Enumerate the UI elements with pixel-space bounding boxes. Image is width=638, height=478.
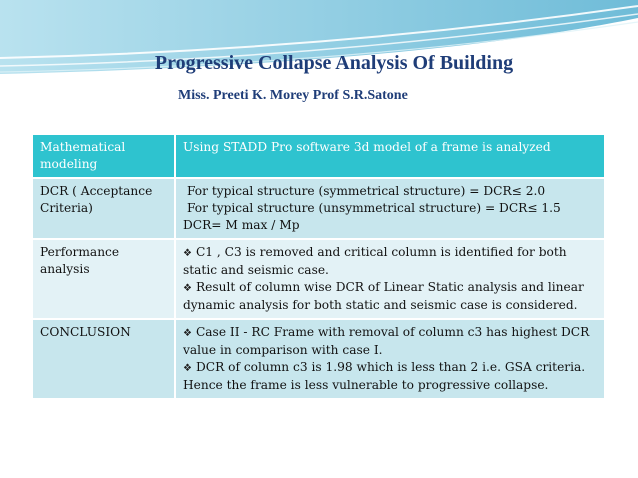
table-row [32,178,605,239]
content-table [31,133,606,400]
diamond-bullet-icon: ❖ [183,248,192,259]
diamond-bullet-icon: ❖ [183,283,192,294]
diamond-bullet-icon: ❖ [183,328,192,339]
row-content-dcr [175,178,605,239]
slide-authors: Miss. Preeti K. Morey Prof S.R.Satone [178,88,408,103]
row-content-conclusion [175,319,605,399]
content-line: DCR= M max / Mp [183,218,300,232]
table-row [32,239,605,319]
content-line: For typical structure (unsymmetrical structure) = DCR≤ 1.5 [187,201,561,215]
bullet-text: DCR of column c3 is 1.98 which is less than 2 i.e. GSA criteria. Hence the frame is less vulnerable to progressive collapse. [183,360,586,392]
bullet-item [183,324,598,359]
table-row [32,134,605,178]
bullet-item [183,359,598,394]
row-content-performance-analysis [175,239,605,319]
row-label-performance-analysis: Performance analysis [32,239,175,319]
bullet-text: Case II - RC Frame with removal of column c3 has highest DCR value in comparison with case I. [183,325,590,357]
bullet-text: Result of column wise DCR of Linear Static analysis and linear dynamic analysis for both static and seismic case is considered. [183,280,584,312]
row-label-dcr: DCR ( Acceptance Criteria) [32,178,175,239]
bullet-item [183,244,598,279]
row-label-conclusion: CONCLUSION [32,319,175,399]
row-content-mathematical-modeling [175,134,605,178]
diamond-bullet-icon: ❖ [183,363,192,374]
row-label-mathematical-modeling: Mathematical modeling [32,134,175,178]
table-row [32,319,605,399]
bullet-item [183,279,598,314]
content-line: For typical structure (symmetrical structure) = DCR≤ 2.0 [187,184,546,198]
header-swoosh-decoration [0,0,638,90]
bullet-text: C1 , C3 is removed and critical column is identified for both static and seismic case. [183,245,567,277]
slide-title: Progressive Collapse Analysis Of Building [154,52,514,74]
content-line: Using STADD Pro software 3d model of a frame is analyzed [183,140,551,154]
